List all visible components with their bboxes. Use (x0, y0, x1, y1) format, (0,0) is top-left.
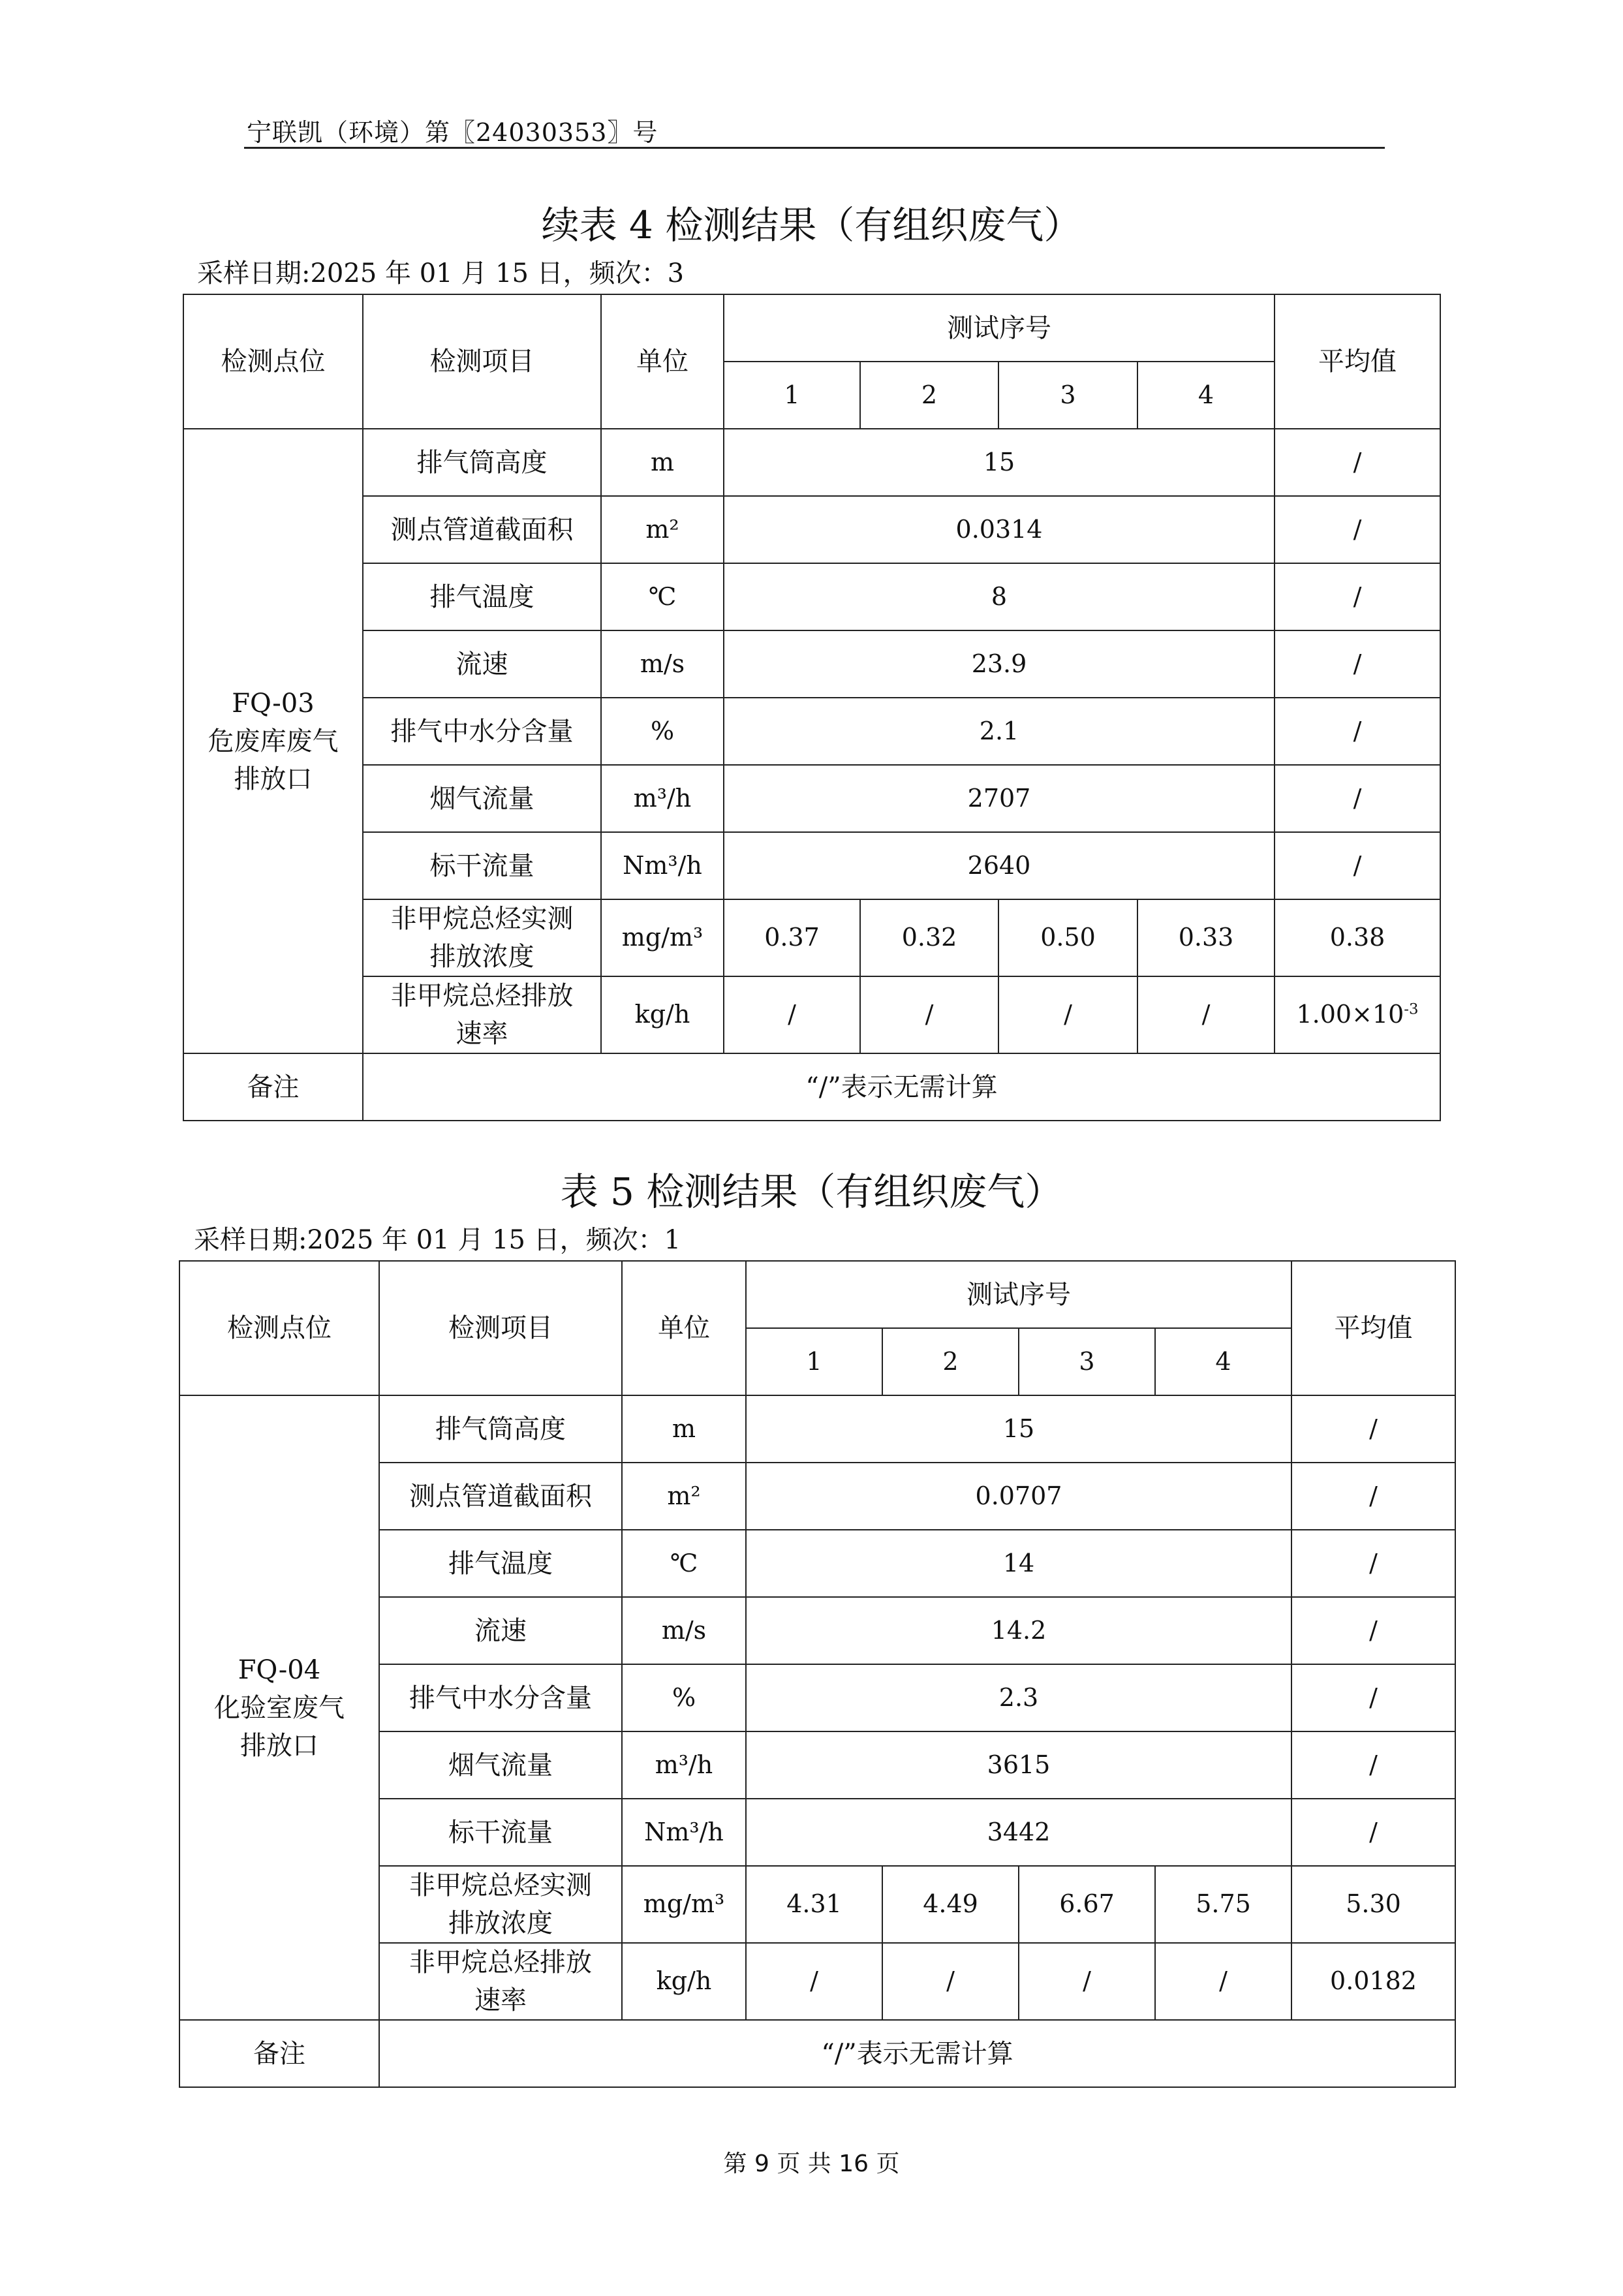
average-value: / (1291, 1463, 1455, 1530)
average-value: / (1291, 1664, 1455, 1731)
measured-value: 2707 (724, 765, 1275, 832)
item-label-line: 非甲烷总烃实测 (390, 904, 574, 934)
header-test-4: 4 (1155, 1328, 1291, 1395)
unit-value: m² (622, 1463, 746, 1530)
measured-value: 0.0707 (746, 1463, 1291, 1530)
test-3-value: 6.67 (1019, 1866, 1155, 1943)
unit-value: Nm³/h (622, 1799, 746, 1866)
header-rule (244, 147, 1385, 149)
item-label (363, 899, 601, 976)
test-1-value: 4.31 (746, 1866, 882, 1943)
measured-value: 14 (746, 1530, 1291, 1597)
item-label: 流速 (363, 630, 601, 698)
unit-value: m³/h (622, 1731, 746, 1799)
sampling-point-cell (179, 1395, 379, 2020)
unit-value: ℃ (622, 1530, 746, 1597)
item-label: 排气中水分含量 (363, 698, 601, 765)
table-row (183, 429, 1440, 496)
header-average: 平均值 (1275, 294, 1440, 429)
unit-value: ℃ (601, 563, 724, 630)
measured-value: 2.1 (724, 698, 1275, 765)
table-row (183, 698, 1440, 765)
test-2-value: / (860, 976, 998, 1053)
average-value: / (1275, 630, 1440, 698)
item-label (363, 976, 601, 1053)
table-row (183, 496, 1440, 563)
item-label: 测点管道截面积 (363, 496, 601, 563)
item-label-line: 非甲烷总烃排放 (409, 1947, 592, 1978)
remark-text: “/”表示无需计算 (363, 1053, 1440, 1121)
header-average: 平均值 (1291, 1261, 1455, 1395)
table-row (183, 899, 1440, 976)
measured-value: 8 (724, 563, 1275, 630)
item-label (379, 1866, 622, 1943)
unit-value: % (601, 698, 724, 765)
item-label (379, 1943, 622, 2020)
average-value: / (1291, 1597, 1455, 1664)
test-4-value: 5.75 (1155, 1866, 1291, 1943)
average-value: 0.38 (1275, 899, 1440, 976)
sampling-point-outlet: 排放口 (234, 764, 313, 794)
header-test-1: 1 (724, 362, 860, 429)
sampling-point-name: 化验室废气 (214, 1692, 345, 1723)
header-test-number: 测试序号 (746, 1261, 1291, 1328)
remark-text: “/”表示无需计算 (379, 2020, 1455, 2087)
item-label: 排气温度 (379, 1530, 622, 1597)
unit-value: m (601, 429, 724, 496)
header-test-2: 2 (860, 362, 998, 429)
average-value (1275, 976, 1440, 1053)
test-4-value: / (1155, 1943, 1291, 2020)
test-1-value: / (724, 976, 860, 1053)
item-label: 烟气流量 (363, 765, 601, 832)
results-table (179, 1260, 1456, 2088)
item-label: 排气中水分含量 (379, 1664, 622, 1731)
measured-value: 15 (724, 429, 1275, 496)
unit-value: m² (601, 496, 724, 563)
test-3-value: 0.50 (998, 899, 1137, 976)
item-label-line: 排放浓度 (448, 1908, 553, 1938)
header-point: 检测点位 (183, 294, 363, 429)
average-value: / (1275, 832, 1440, 899)
header-test-4: 4 (1137, 362, 1275, 429)
header-test-1: 1 (746, 1328, 882, 1395)
sampling-point-outlet: 排放口 (240, 1730, 318, 1761)
remark-label: 备注 (183, 1053, 363, 1121)
header-unit: 单位 (601, 294, 724, 429)
unit-value: kg/h (601, 976, 724, 1053)
average-value: / (1275, 429, 1440, 496)
item-label: 标干流量 (363, 832, 601, 899)
measured-value: 2640 (724, 832, 1275, 899)
average-value: / (1291, 1395, 1455, 1463)
table-row (183, 832, 1440, 899)
unit-value: kg/h (622, 1943, 746, 2020)
unit-value: Nm³/h (601, 832, 724, 899)
item-label-line: 速率 (456, 1019, 508, 1049)
header-item: 检测项目 (379, 1261, 622, 1395)
average-value: 0.0182 (1291, 1943, 1455, 2020)
sample-info: 采样日期:2025 年 01 月 15 日，频次：1 (194, 1225, 681, 1255)
remark-row (183, 1053, 1440, 1121)
item-label-line: 速率 (474, 1985, 527, 2015)
header-test-3: 3 (1019, 1328, 1155, 1395)
item-label: 流速 (379, 1597, 622, 1664)
header-test-number: 测试序号 (724, 294, 1275, 362)
unit-value: m (622, 1395, 746, 1463)
average-value: / (1275, 563, 1440, 630)
item-label: 烟气流量 (379, 1731, 622, 1799)
header-item: 检测项目 (363, 294, 601, 429)
sampling-point-id: FQ-04 (238, 1654, 321, 1685)
unit-value: m³/h (601, 765, 724, 832)
header-point: 检测点位 (179, 1261, 379, 1395)
table-title: 表 5 检测结果（有组织废气） (560, 1170, 1063, 1214)
measured-value: 0.0314 (724, 496, 1275, 563)
measured-value: 23.9 (724, 630, 1275, 698)
measured-value: 14.2 (746, 1597, 1291, 1664)
table-row (183, 630, 1440, 698)
test-4-value: / (1137, 976, 1275, 1053)
sampling-point-cell (183, 429, 363, 1053)
remark-label: 备注 (179, 2020, 379, 2087)
item-label: 标干流量 (379, 1799, 622, 1866)
sampling-point-id: FQ-03 (232, 688, 315, 719)
sampling-point-name: 危废库废气 (208, 726, 339, 756)
test-1-value: / (746, 1943, 882, 2020)
table-row (179, 1395, 1455, 1463)
item-label: 排气筒高度 (379, 1395, 622, 1463)
test-3-value: / (1019, 1943, 1155, 2020)
remark-row (179, 2020, 1455, 2087)
item-label-line: 排放浓度 (429, 942, 534, 972)
measured-value: 3615 (746, 1731, 1291, 1799)
measured-value: 2.3 (746, 1664, 1291, 1731)
measured-value: 3442 (746, 1799, 1291, 1866)
test-1-value: 0.37 (724, 899, 860, 976)
item-label-line: 非甲烷总烃排放 (390, 981, 574, 1011)
table-row (183, 976, 1440, 1053)
average-value: / (1291, 1799, 1455, 1866)
test-4-value: 0.33 (1137, 899, 1275, 976)
unit-value: m/s (622, 1597, 746, 1664)
item-label: 测点管道截面积 (379, 1463, 622, 1530)
header-test-2: 2 (882, 1328, 1019, 1395)
header-unit: 单位 (622, 1261, 746, 1395)
item-label: 排气温度 (363, 563, 601, 630)
average-value: / (1275, 496, 1440, 563)
results-table (183, 294, 1441, 1121)
unit-value: % (622, 1664, 746, 1731)
test-2-value: 4.49 (882, 1866, 1019, 1943)
table-row (183, 563, 1440, 630)
sample-info: 采样日期:2025 年 01 月 15 日，频次：3 (197, 258, 685, 288)
test-3-value: / (998, 976, 1137, 1053)
average-mantissa: 1.00×10 (1296, 1000, 1404, 1029)
average-value: / (1291, 1530, 1455, 1597)
average-exponent: -3 (1404, 1001, 1419, 1018)
item-label: 排气筒高度 (363, 429, 601, 496)
average-value: / (1291, 1731, 1455, 1799)
unit-value: mg/m³ (601, 899, 724, 976)
unit-value: mg/m³ (622, 1866, 746, 1943)
average-value: / (1275, 765, 1440, 832)
measured-value: 15 (746, 1395, 1291, 1463)
header-test-3: 3 (998, 362, 1137, 429)
page-number-footer: 第 9 页 共 16 页 (723, 2150, 900, 2177)
test-2-value: / (882, 1943, 1019, 2020)
test-2-value: 0.32 (860, 899, 998, 976)
average-value: / (1275, 698, 1440, 765)
item-label-line: 非甲烷总烃实测 (409, 1870, 592, 1900)
average-value: 5.30 (1291, 1866, 1455, 1943)
unit-value: m/s (601, 630, 724, 698)
table-title: 续表 4 检测结果（有组织废气） (541, 203, 1082, 247)
report-number-header: 宁联凯（环境）第〖24030353〗号 (247, 118, 658, 147)
table-row (183, 765, 1440, 832)
